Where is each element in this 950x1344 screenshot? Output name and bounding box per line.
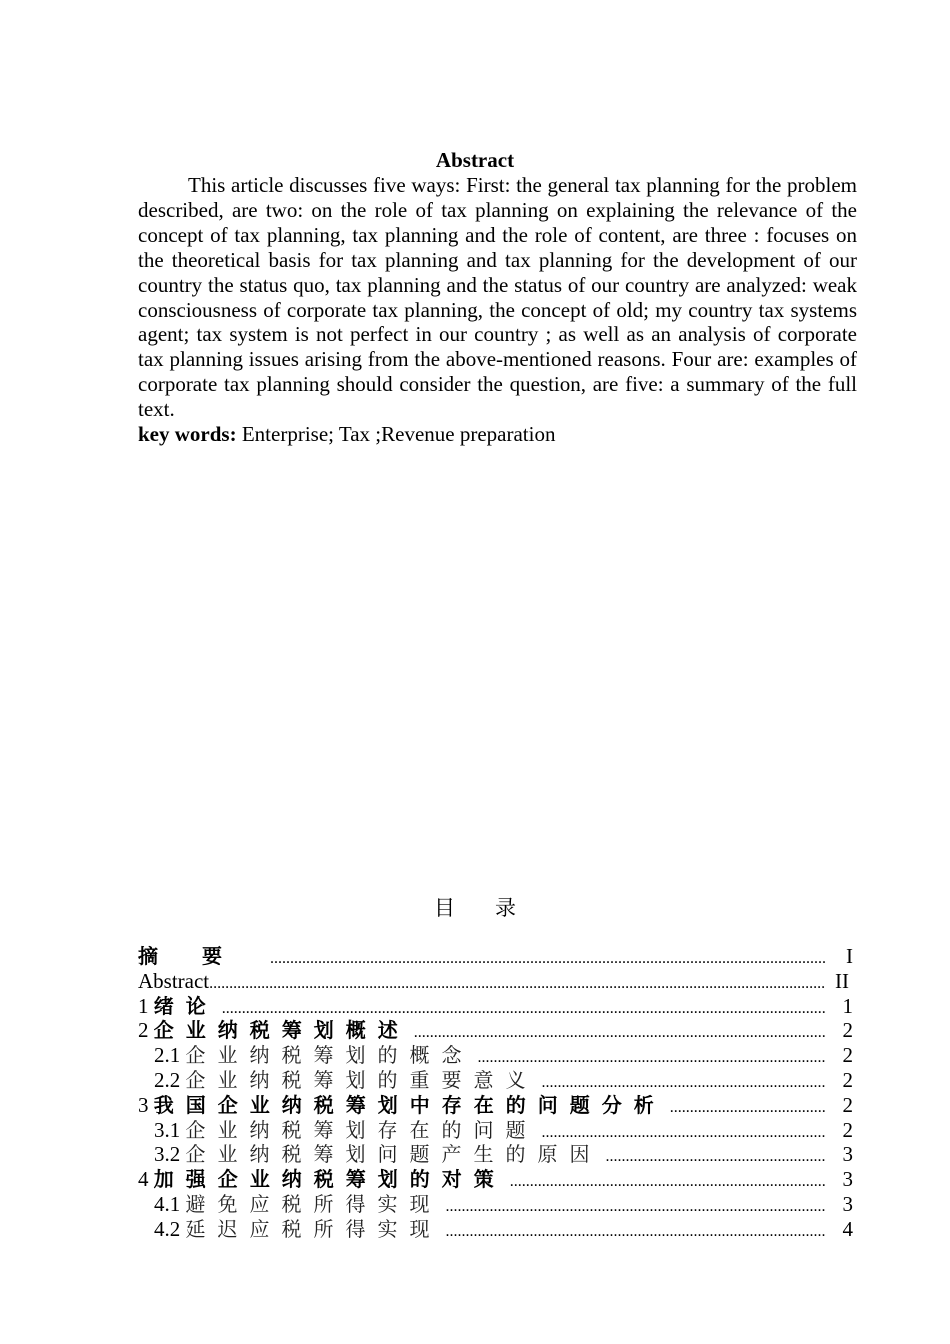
keywords-label: key words: (138, 422, 237, 446)
keywords-line (138, 422, 857, 447)
toc-entry-page: 2 (842, 1092, 853, 1117)
toc-entry-number: 4.1 (154, 1191, 181, 1216)
toc-entry-page: 3 (842, 1191, 853, 1216)
toc-entry[interactable] (138, 1192, 857, 1217)
toc-entry-label: 加强企业纳税筹划的对策 (153, 1167, 506, 1192)
toc-entry-page: 2 (842, 1018, 853, 1043)
toc-leader-dots (414, 1021, 825, 1043)
toc-entry-page: 2 (842, 1043, 853, 1068)
toc-entry-label: Abstract (138, 968, 210, 993)
toc-leader-dots (510, 1170, 825, 1192)
toc-leader-dots (222, 997, 825, 1019)
toc-entry-number: 3.1 (154, 1117, 181, 1142)
toc-entry-number: 2.1 (154, 1043, 181, 1068)
toc-entry-number: 2 (138, 1018, 149, 1043)
toc-entry-label: 绪论 (153, 993, 218, 1018)
abstract-title: Abstract (435, 148, 515, 172)
toc-entry-page: I (846, 944, 853, 968)
abstract-body: This article discusses five ways: First: the general tax planning for the problem described, are two: on the role of tax planning on explaining the relevance of the concept of tax planning, tax planning and the role of content, are three : focuses on the theoretical basis for tax planning and tax planning for the development of our country the status quo, tax planning and the status of our country are analyzed: weak consciousness of corporate tax planning, the concept of old; my country tax systems agent; tax system is not perfect in our country ; as well as an analysis of corporate tax planning issues arising from the above-mentioned reasons. Four are: examples of corporate tax planning should consider the question, are five: a summary of the full text. (138, 173, 857, 422)
toc-entry-label: 企业纳税筹划概述 (153, 1018, 410, 1043)
toc-entry-number: 4 (138, 1167, 149, 1192)
toc-entry-page: 2 (842, 1067, 853, 1092)
toc-entry-page: 4 (842, 1216, 853, 1241)
toc-entry-label: 避免应税所得实现 (185, 1191, 442, 1216)
toc-entry-number: 3 (138, 1092, 149, 1117)
toc-leader-dots (606, 1145, 826, 1167)
toc-entry[interactable] (138, 1142, 857, 1167)
toc-entry-page: II (835, 968, 849, 993)
toc-entry[interactable] (138, 969, 857, 994)
toc-leader-dots (670, 1096, 825, 1118)
toc-entry-label: 企业纳税筹划的重要意义 (185, 1067, 538, 1092)
toc-entry-label: 企业纳税筹划问题产生的原因 (185, 1142, 602, 1167)
toc-entry[interactable] (138, 1093, 857, 1118)
toc-entry-page: 3 (842, 1167, 853, 1192)
toc-entry[interactable] (138, 1167, 857, 1192)
toc-leader-dots (209, 972, 825, 994)
table-of-contents (138, 944, 857, 1242)
toc-entry[interactable] (138, 994, 857, 1019)
toc-entry-label: 企业纳税筹划的概念 (185, 1043, 474, 1068)
toc-entry[interactable] (138, 1217, 857, 1242)
toc-entry[interactable] (138, 1068, 857, 1093)
keywords-text: Enterprise; Tax ;Revenue preparation (236, 422, 556, 446)
toc-entry-label: 企业纳税筹划存在的问题 (185, 1117, 538, 1142)
toc-entry-label: 延迟应税所得实现 (185, 1216, 442, 1241)
toc-entry[interactable] (138, 1043, 857, 1068)
toc-leader-dots (542, 1121, 826, 1143)
toc-entry-page: 2 (842, 1117, 853, 1142)
toc-leader-dots (542, 1071, 826, 1093)
toc-entry-label: 我国企业纳税筹划中存在的问题分析 (153, 1092, 666, 1117)
toc-entry-label: 摘要 (138, 944, 266, 968)
toc-leader-dots (446, 1195, 826, 1217)
toc-entry[interactable] (138, 1118, 857, 1143)
toc-leader-dots (446, 1220, 826, 1242)
toc-entry-number: 2.2 (154, 1067, 181, 1092)
toc-entry[interactable] (138, 1018, 857, 1043)
toc-title: 目录 (434, 896, 556, 920)
toc-leader-dots (478, 1046, 826, 1068)
toc-entry[interactable] (138, 944, 857, 969)
toc-leader-dots (270, 947, 825, 969)
toc-entry-number: 1 (138, 993, 149, 1018)
toc-entry-page: 3 (842, 1142, 853, 1167)
toc-entry-page: 1 (842, 993, 853, 1018)
toc-entry-number: 4.2 (154, 1216, 181, 1241)
toc-entry-number: 3.2 (154, 1142, 181, 1167)
